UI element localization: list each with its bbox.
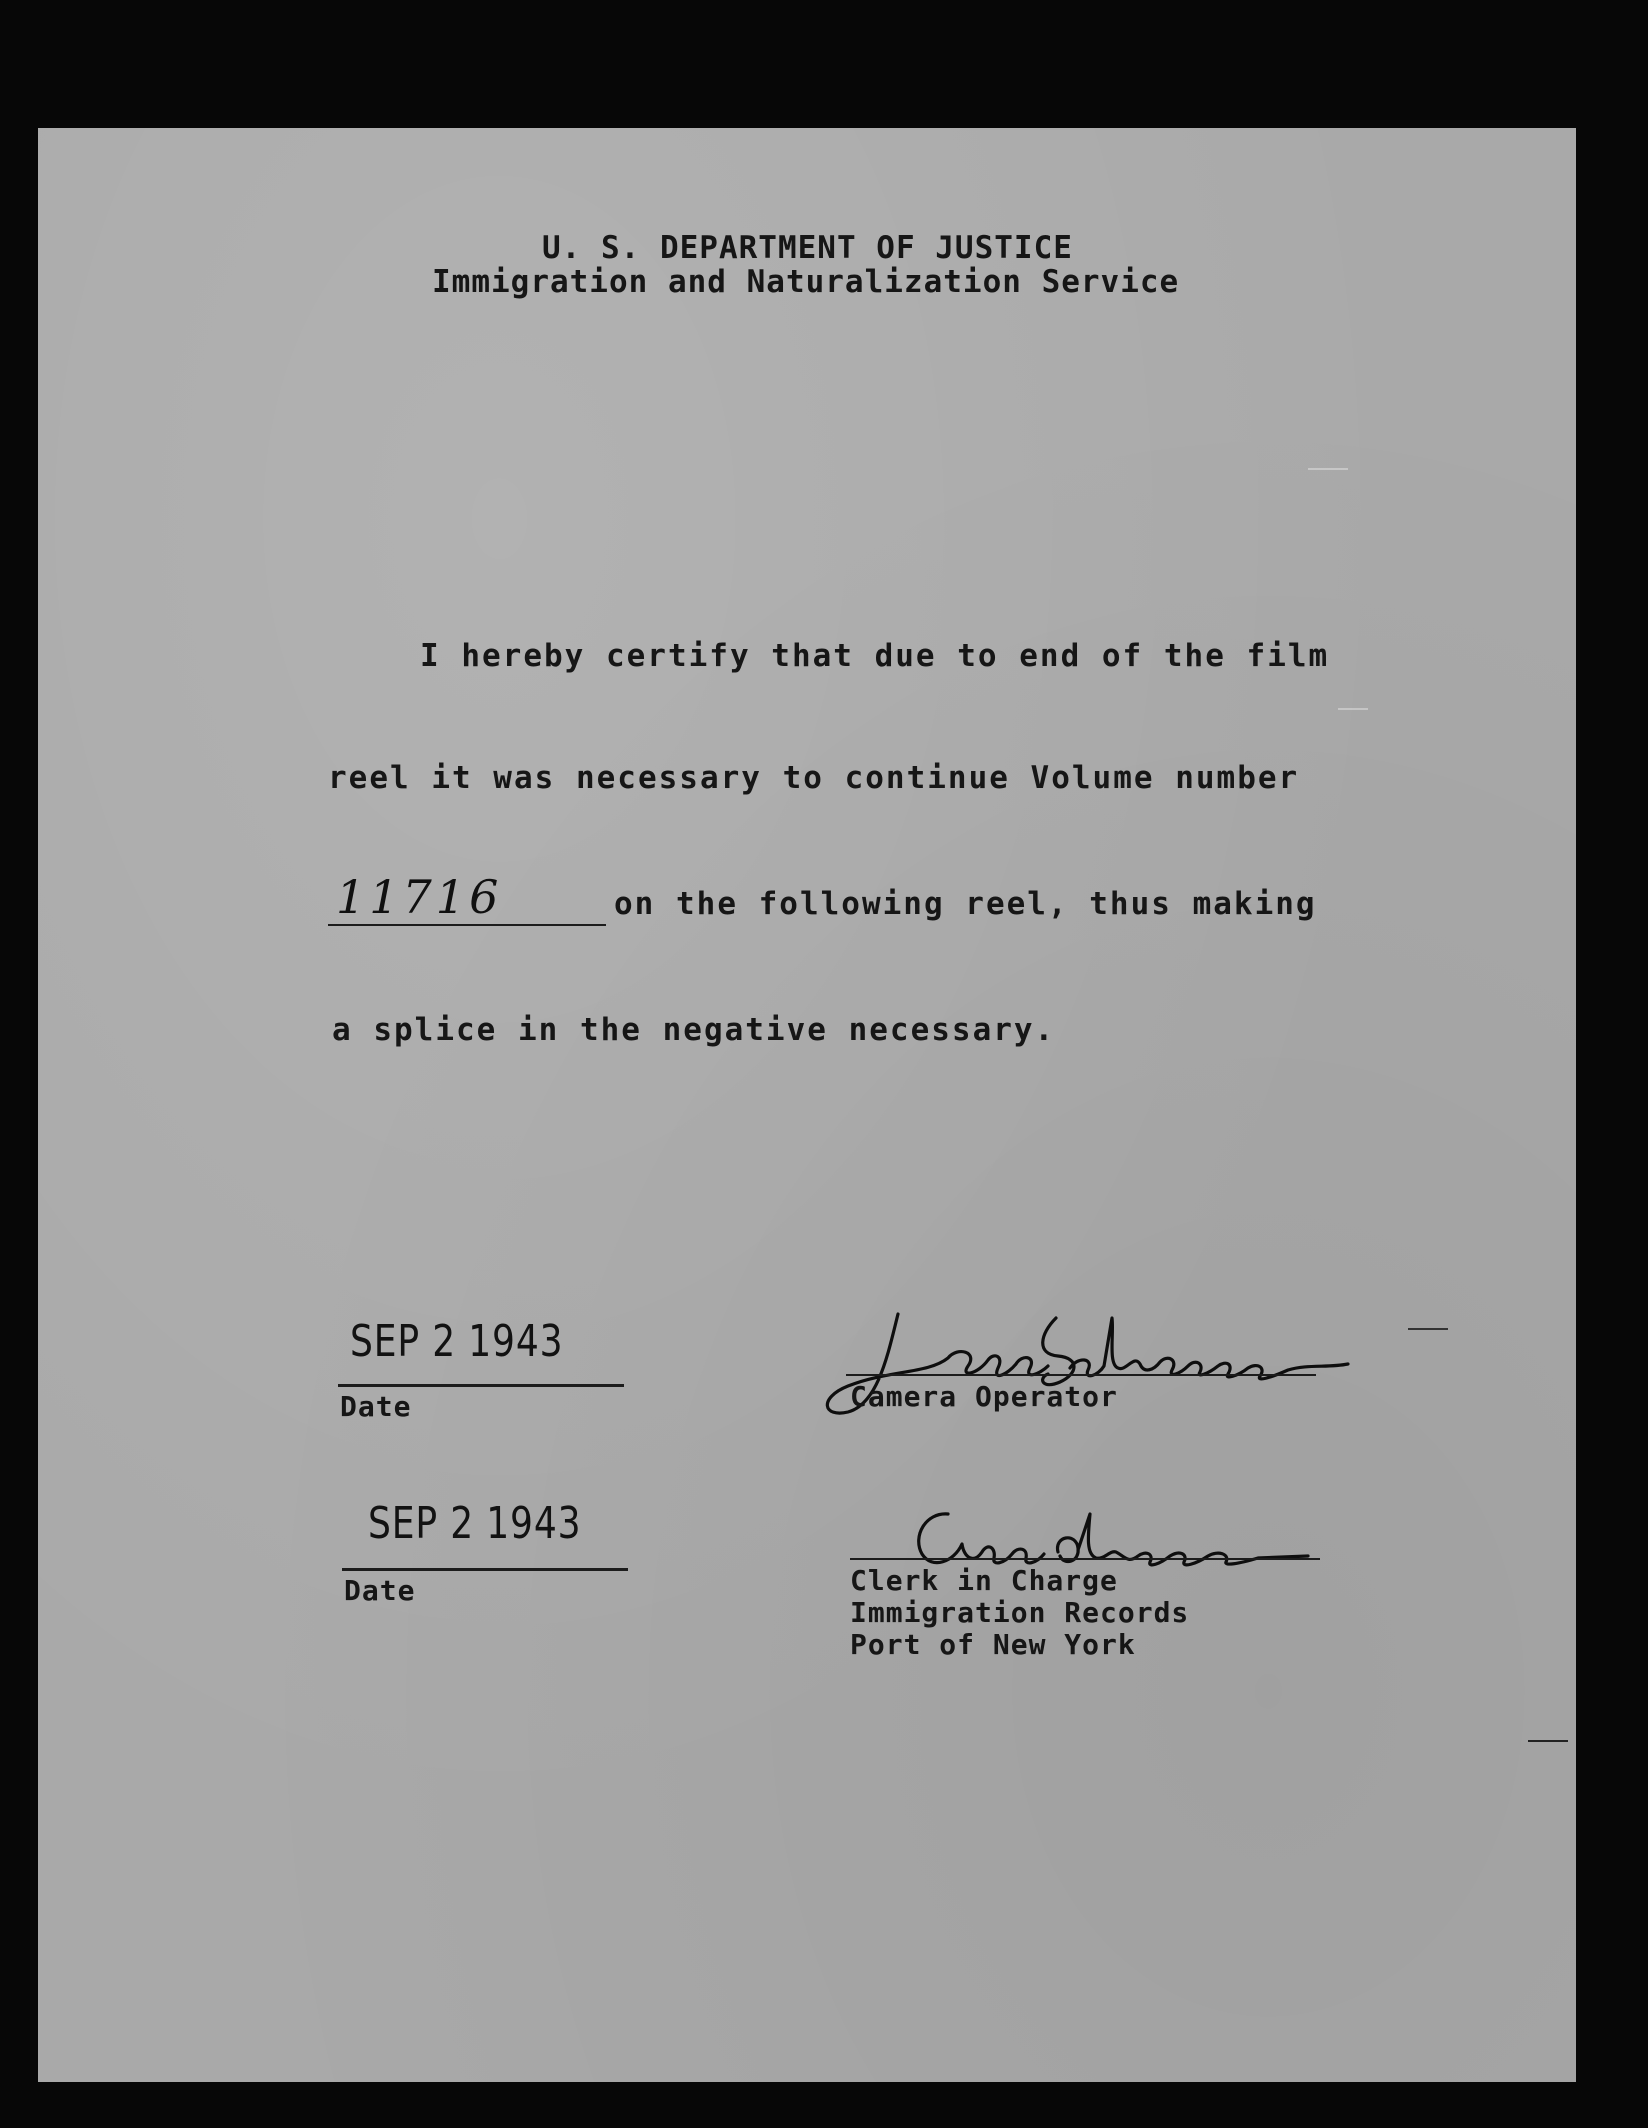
clerk-date-stamp: SEP 2 1943: [368, 1498, 582, 1549]
camera-operator-label: Camera Operator: [850, 1380, 1118, 1413]
volume-number-handwritten: 11716: [336, 870, 503, 924]
scan-mark: [1338, 708, 1368, 710]
certification-line-4: a splice in the negative necessary.: [332, 1012, 1056, 1048]
certification-line-3: on the following reel, thus making: [614, 886, 1317, 922]
clerk-date-label: Date: [344, 1574, 416, 1607]
certification-line-1: I hereby certify that due to end of the film: [420, 638, 1330, 674]
clerk-role-line-3: Port of New York: [850, 1628, 1136, 1661]
volume-number-blank-line: [328, 924, 606, 926]
paper-sheet: [38, 128, 1576, 2082]
scan-mark: [1408, 1328, 1448, 1330]
camera-date-stamp: SEP 2 1943: [350, 1316, 564, 1367]
scan-mark: [1308, 468, 1348, 470]
clerk-date-line: [342, 1568, 628, 1571]
clerk-signature-line: [850, 1558, 1320, 1560]
certification-line-2: reel it was necessary to continue Volume number: [328, 760, 1300, 796]
scan-mark: [1528, 1740, 1568, 1742]
clerk-role-line-2: Immigration Records: [850, 1596, 1190, 1629]
header-service: Immigration and Naturalization Service: [432, 264, 1180, 300]
clerk-role-line-1: Clerk in Charge: [850, 1564, 1118, 1597]
camera-signature-line: [846, 1374, 1316, 1376]
camera-date-line: [338, 1384, 624, 1387]
header-department: U. S. DEPARTMENT OF JUSTICE: [542, 230, 1073, 266]
camera-date-label: Date: [340, 1390, 412, 1423]
